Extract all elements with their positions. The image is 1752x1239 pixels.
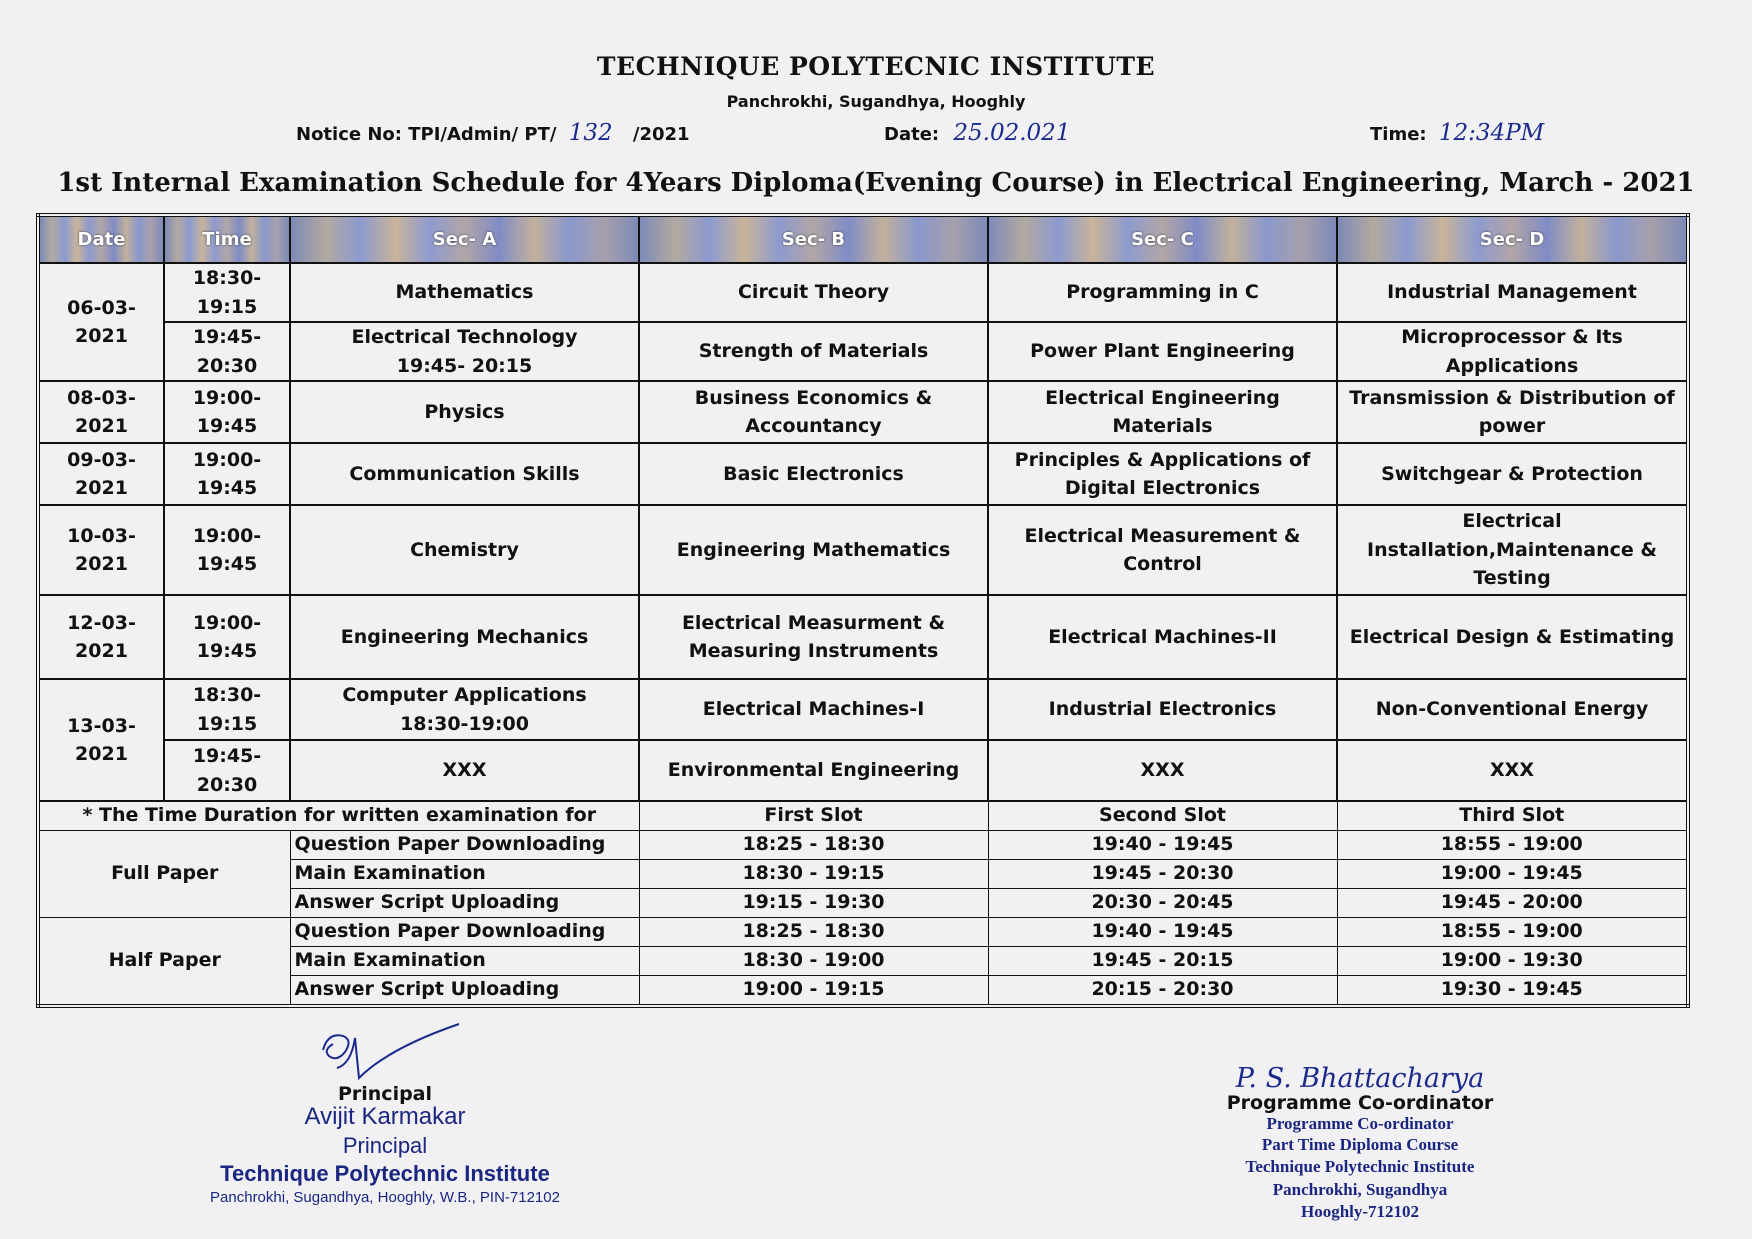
- table-row: [38, 740, 1688, 801]
- date-cell: 06-03-2021: [38, 263, 164, 381]
- notice-time-line: [1370, 120, 1544, 146]
- slot-time: 20:30 - 20:45: [988, 889, 1337, 918]
- notice-label: Notice No: TPI/Admin/ PT/: [296, 124, 557, 145]
- notice-date-line: [884, 120, 1070, 146]
- subject-time: 18:30-19:00: [400, 712, 529, 735]
- time-cell: 19:00-19:45: [164, 505, 290, 595]
- table-row: [38, 595, 1688, 679]
- subject-name: Electrical Technology: [351, 326, 578, 348]
- sec-c-cell: Principles & Applications of Digital Electronics: [988, 443, 1337, 505]
- sec-b-cell: Electrical Measurment & Measuring Instruments: [639, 595, 988, 679]
- sec-a-cell: Engineering Mechanics: [290, 595, 639, 679]
- stamp-org: Technique Polytechnic Institute: [220, 1161, 550, 1187]
- table-row: [38, 381, 1688, 443]
- col-header-sec-b: Sec- B: [639, 215, 988, 263]
- sec-d-cell: Non-Conventional Energy: [1337, 679, 1688, 740]
- slot-header: Third Slot: [1337, 801, 1688, 831]
- institute-address: Panchrokhi, Sugandhya, Hooghly: [726, 92, 1026, 111]
- slot-time: 19:00 - 19:45: [1337, 860, 1688, 889]
- sec-b-cell: Engineering Mathematics: [639, 505, 988, 595]
- institute-name: TECHNIQUE POLYTECNIC INSTITUTE: [596, 52, 1156, 81]
- col-header-sec-d: Sec- D: [1337, 215, 1688, 263]
- table-row: [38, 679, 1688, 740]
- slot-header: Second Slot: [988, 801, 1337, 831]
- sec-c-cell: Electrical Machines-II: [988, 595, 1337, 679]
- slot-time: 19:30 - 19:45: [1337, 976, 1688, 1007]
- col-header-sec-c: Sec- C: [988, 215, 1337, 263]
- notice-time: 12:34PM: [1438, 120, 1545, 146]
- stamp-line: Hooghly-712102: [1300, 1201, 1420, 1221]
- sec-b-cell: Environmental Engineering: [639, 740, 988, 801]
- sec-c-cell: Electrical Measurement & Control: [988, 505, 1337, 595]
- date-label: Date:: [884, 124, 940, 145]
- time-cell: 19:00-19:45: [164, 381, 290, 443]
- date-cell: 09-03-2021: [38, 443, 164, 505]
- notice-number-line: [296, 120, 690, 146]
- stamp-title: Principal: [342, 1133, 428, 1159]
- sec-a-cell: Mathematics: [290, 263, 639, 322]
- sec-c-cell: Electrical Engineering Materials: [988, 381, 1337, 443]
- principal-signature-block: [190, 1085, 580, 1206]
- full-paper-label: Full Paper: [38, 831, 290, 918]
- col-header-date: Date: [38, 215, 164, 263]
- principal-signature-mark: [315, 1020, 465, 1090]
- sec-b-cell: Basic Electronics: [639, 443, 988, 505]
- sec-c-cell: XXX: [988, 740, 1337, 801]
- stamp-line: Part Time Diploma Course: [1261, 1135, 1459, 1155]
- stamp-line: Technique Polytechnic Institute: [1245, 1157, 1475, 1177]
- slot-time: 19:45 - 20:30: [988, 860, 1337, 889]
- slot-time: 19:00 - 19:30: [1337, 947, 1688, 976]
- slot-time: 19:40 - 19:45: [988, 918, 1337, 947]
- slot-time: 20:15 - 20:30: [988, 976, 1337, 1007]
- table-header-row: [38, 215, 1688, 263]
- coordinator-signature-block: [1180, 1065, 1540, 1223]
- stamp-name: Avijit Karmakar: [304, 1103, 466, 1130]
- slot-time: 18:25 - 18:30: [639, 831, 988, 860]
- table-row: [38, 918, 1688, 947]
- sec-b-cell: Circuit Theory: [639, 263, 988, 322]
- sec-d-cell: Industrial Management: [1337, 263, 1688, 322]
- sec-d-cell: Electrical Design & Estimating: [1337, 595, 1688, 679]
- sec-d-cell: Electrical Installation,Maintenance & Testing: [1337, 505, 1688, 595]
- slot-time: 18:30 - 19:00: [639, 947, 988, 976]
- table-row: [38, 505, 1688, 595]
- table-row: [38, 831, 1688, 860]
- time-cell: 18:30-19:15: [164, 679, 290, 740]
- sec-d-cell: XXX: [1337, 740, 1688, 801]
- sec-d-cell: Microprocessor & Its Applications: [1337, 322, 1688, 381]
- slot-time: 18:30 - 19:15: [639, 860, 988, 889]
- col-header-sec-a: Sec- A: [290, 215, 639, 263]
- duration-note: * The Time Duration for written examination for: [38, 801, 639, 831]
- coordinator-title: Programme Co-ordinator: [1226, 1092, 1494, 1114]
- sec-c-cell: Industrial Electronics: [988, 679, 1337, 740]
- sec-d-cell: Switchgear & Protection: [1337, 443, 1688, 505]
- phase-label: Answer Script Uploading: [290, 976, 639, 1007]
- slot-time: 19:00 - 19:15: [639, 976, 988, 1007]
- sec-d-cell: Transmission & Distribution of power: [1337, 381, 1688, 443]
- coordinator-signature: P. S. Bhattacharya: [1235, 1063, 1485, 1094]
- half-paper-label: Half Paper: [38, 918, 290, 1007]
- phase-label: Main Examination: [290, 860, 639, 889]
- slot-time: 18:55 - 19:00: [1337, 831, 1688, 860]
- table-row: [38, 263, 1688, 322]
- sec-c-cell: Programming in C: [988, 263, 1337, 322]
- phase-label: Main Examination: [290, 947, 639, 976]
- notice-number: 132: [568, 120, 613, 146]
- stamp-line: Panchrokhi, Sugandhya: [1272, 1179, 1448, 1199]
- subject-name: Computer Applications: [342, 684, 587, 706]
- duration-header-row: [38, 801, 1688, 831]
- sec-b-cell: Electrical Machines-I: [639, 679, 988, 740]
- notice-year: /2021: [632, 124, 690, 145]
- time-cell: 19:45-20:30: [164, 740, 290, 801]
- date-cell: 08-03-2021: [38, 381, 164, 443]
- slot-time: 18:25 - 18:30: [639, 918, 988, 947]
- slot-time: 19:15 - 19:30: [639, 889, 988, 918]
- time-cell: 18:30-19:15: [164, 263, 290, 322]
- phase-label: Question Paper Downloading: [290, 831, 639, 860]
- phase-label: Answer Script Uploading: [290, 889, 639, 918]
- table-row: [38, 443, 1688, 505]
- sec-a-cell: [290, 322, 639, 381]
- stamp-address: Panchrokhi, Sugandhya, Hooghly, W.B., PIN-712102: [210, 1189, 560, 1207]
- notice-date: 25.02.021: [953, 120, 1071, 146]
- col-header-time: Time: [164, 215, 290, 263]
- principal-title: Principal: [337, 1083, 433, 1105]
- time-cell: 19:00-19:45: [164, 443, 290, 505]
- slot-time: 19:40 - 19:45: [988, 831, 1337, 860]
- sec-a-cell: Physics: [290, 381, 639, 443]
- sec-b-cell: Strength of Materials: [639, 322, 988, 381]
- sec-a-cell: Chemistry: [290, 505, 639, 595]
- sec-a-cell: XXX: [290, 740, 639, 801]
- date-cell: 12-03-2021: [38, 595, 164, 679]
- sec-a-cell: [290, 679, 639, 740]
- slot-time: 19:45 - 20:00: [1337, 889, 1688, 918]
- sec-b-cell: Business Economics & Accountancy: [639, 381, 988, 443]
- subject-time: 19:45- 20:15: [396, 354, 533, 377]
- stamp-title: Programme Co-ordinator: [1266, 1113, 1454, 1133]
- date-cell: 13-03-2021: [38, 679, 164, 801]
- slot-time: 19:45 - 20:15: [988, 947, 1337, 976]
- table-row: [38, 322, 1688, 381]
- phase-label: Question Paper Downloading: [290, 918, 639, 947]
- slot-time: 18:55 - 19:00: [1337, 918, 1688, 947]
- time-cell: 19:00-19:45: [164, 595, 290, 679]
- exam-title: 1st Internal Examination Schedule for 4Years Diploma(Evening Course) in Electrical Engineering, March - 2021: [57, 168, 1695, 198]
- date-cell: 10-03-2021: [38, 505, 164, 595]
- slot-header: First Slot: [639, 801, 988, 831]
- schedule-table: [36, 213, 1690, 1008]
- sec-c-cell: Power Plant Engineering: [988, 322, 1337, 381]
- sec-a-cell: Communication Skills: [290, 443, 639, 505]
- time-cell: 19:45-20:30: [164, 322, 290, 381]
- time-label: Time:: [1370, 124, 1427, 145]
